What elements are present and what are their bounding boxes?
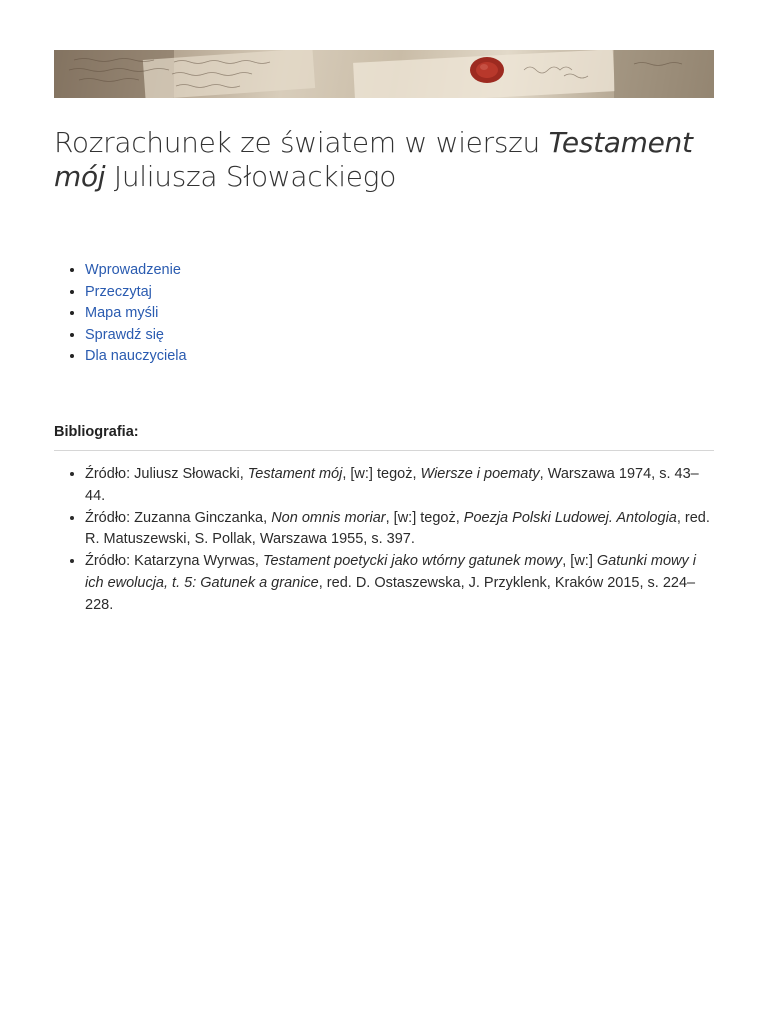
bib-title: Testament mój xyxy=(247,466,343,482)
toc-link-introduction[interactable]: Wprowadzenie xyxy=(85,262,181,278)
bib-text: , Warszawa 1974, s. 43–44. xyxy=(85,466,699,504)
bib-source-title: Gatunki mowy i ich ewolucja, t. 5: Gatunek a granice xyxy=(85,553,697,591)
toc-link-for-teacher[interactable]: Dla nauczyciela xyxy=(85,348,187,364)
bib-text: , red. R. Matuszewski, S. Pollak, Warszawa 1955, s. 397. xyxy=(85,509,710,548)
bib-text: Źródło: Katarzyna Wyrwas, xyxy=(85,553,263,570)
bib-title: Testament poetycki jako wtórny gatunek mowy xyxy=(262,553,563,570)
table-of-contents xyxy=(54,260,187,368)
toc-link-check-yourself[interactable]: Sprawdź się xyxy=(85,326,164,343)
bib-text: Źródło: Zuzanna Ginczanka, xyxy=(85,509,272,526)
bibliography-item xyxy=(85,508,714,552)
bib-text: , [w:] tegoż, xyxy=(385,509,464,526)
toc-item xyxy=(85,303,187,325)
bibliography-item xyxy=(85,464,714,508)
bib-text: Źródło: Juliusz Słowacki, xyxy=(85,466,248,482)
bib-text: , red. D. Ostaszewska, J. Przyklenk, Kraków 2015, s. 224–228. xyxy=(85,574,696,613)
bib-text: , [w:] tegoż, xyxy=(342,466,421,482)
toc-item xyxy=(85,282,187,304)
header-banner-image xyxy=(54,50,714,98)
bib-title: Non omnis moriar xyxy=(271,509,386,526)
toc-link-mind-map[interactable]: Mapa myśli xyxy=(85,305,159,321)
page-title xyxy=(54,126,714,194)
manuscript-illustration xyxy=(54,50,714,98)
toc-item xyxy=(85,346,187,368)
bib-text: , [w:] xyxy=(562,553,597,570)
title-poem-name: Testament mój xyxy=(54,126,693,193)
toc-link-read[interactable]: Przeczytaj xyxy=(85,283,152,300)
title-part-2: Juliusza Słowackiego xyxy=(105,160,397,193)
bibliography-item xyxy=(85,551,714,616)
bib-source-title: Poezja Polski Ludowej. Antologia xyxy=(463,509,677,526)
bib-source-title: Wiersze i poematy xyxy=(420,466,540,482)
toc-item xyxy=(85,260,187,282)
title-part-1: Rozrachunek ze światem w wierszu xyxy=(54,126,549,159)
bibliography-list xyxy=(54,464,714,617)
bibliography-heading: Bibliografia: xyxy=(54,424,139,440)
toc-item xyxy=(85,325,187,347)
bibliography-divider xyxy=(54,450,714,451)
